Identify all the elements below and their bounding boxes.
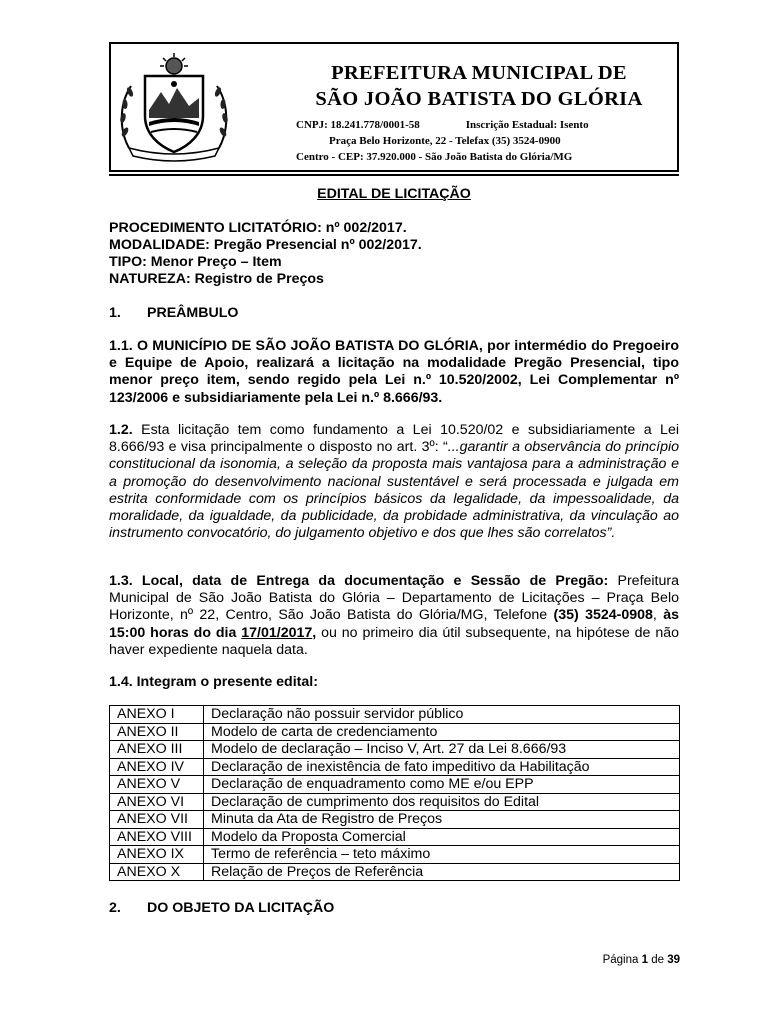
municipal-coat-of-arms-icon [115, 52, 233, 164]
annex-id: ANEXO V [110, 776, 204, 794]
annex-id: ANEXO VII [110, 811, 204, 829]
section-1-heading [109, 305, 679, 322]
procedimento-line: PROCEDIMENTO LICITATÓRIO: nº 002/2017. [109, 220, 407, 236]
total-pages: 39 [667, 954, 680, 966]
annex-description: Minuta da Ata de Registro de Preços [204, 811, 680, 829]
annex-description: Modelo de carta de credenciamento [204, 723, 680, 741]
annex-id: ANEXO IV [110, 758, 204, 776]
annex-description: Declaração de inexistência de fato impeditivo da Habilitação [204, 758, 680, 776]
cnpj: CNPJ: 18.241.778/0001-58 [296, 119, 420, 131]
document-heading: EDITAL DE LICITAÇÃO [317, 186, 471, 202]
paragraph-1-3-time: às 15:00 horas do dia [109, 607, 679, 641]
paragraph-1-2-text: Esta licitação tem como fundamento a Lei 10.520/02 e subsidiariamente a Lei 8.666/93 e visa principalmente o disposto no art. 3º: “ [109, 422, 679, 456]
natureza-line: NATUREZA: Registro de Preços [109, 271, 324, 287]
letterhead-cep: Centro - CEP: 37.920.000 - São João Batista do Glória/MG [296, 151, 573, 163]
paragraph-1-1: 1.1. O MUNICÍPIO DE SÃO JOÃO BATISTA DO GLÓRIA, por intermédio do Pregoeiro e Equipe de Apoio, realizará a licitação na modalidade Pregão Presencial, tipo menor preço item, sendo regido pela Lei n.º 10.520/2002, Lei Complementar nº 123/2006 e subsidiariamente pela Lei n.º 8.666/93. [109, 338, 679, 406]
annex-id: ANEXO VI [110, 793, 204, 811]
page-of: de [651, 954, 664, 966]
paragraph-1-3-comma: , [312, 624, 317, 641]
annex-description: Modelo de declaração – Inciso V, Art. 27 da Lei 8.666/93 [204, 741, 680, 759]
annex-description: Declaração não possuir servidor público [204, 706, 680, 724]
table-row [110, 706, 680, 724]
table-row [110, 811, 680, 829]
paragraph-1-3-text3: ou no primeiro dia útil subsequente, na hipótese de não haver expediente naquela data. [109, 624, 679, 658]
table-row [110, 846, 680, 864]
annex-description: Modelo da Proposta Comercial [204, 828, 680, 846]
section-1-title: PREÂMBULO [147, 305, 239, 321]
annex-description: Declaração de cumprimento dos requisitos do Edital [204, 793, 680, 811]
table-row [110, 723, 680, 741]
table-row [110, 828, 680, 846]
page-label: Página [602, 954, 639, 966]
section-1-number: 1. [109, 305, 121, 321]
paragraph-1-4: 1.4. Integram o presente edital: [109, 674, 318, 690]
paragraph-1-3-text1: Prefeitura Municipal de São João Batista do Glória – Departamento de Licitações – Praça Belo Horizonte, nº 22, Centro, São João Batista do Glória/MG, Telefone [109, 573, 679, 624]
paragraph-1-3-heading: 1.3. Local, data de Entrega da documentação e Sessão de Pregão: [109, 573, 609, 589]
annex-description: Relação de Preços de Referência [204, 863, 680, 881]
section-2-title: DO OBJETO DA LICITAÇÃO [147, 900, 335, 916]
letterhead-title-line1: PREFEITURA MUNICIPAL DE [331, 62, 627, 84]
paragraph-1-3 [109, 573, 679, 659]
annex-description: Declaração de enquadramento como ME e/ou EPP [204, 776, 680, 794]
paragraph-1-3-phone: (35) 3524-0908 [553, 607, 653, 624]
table-row [110, 863, 680, 881]
letterhead [109, 42, 679, 172]
table-row [110, 793, 680, 811]
paragraph-1-2-number: 1.2. [109, 422, 133, 438]
letterhead-title-line2: SÃO JOÃO BATISTA DO GLÓRIA [315, 88, 643, 110]
letterhead-address: Praça Belo Horizonte, 22 - Telefax (35) 3524-0900 [329, 135, 561, 147]
annex-table [109, 705, 680, 881]
annex-id: ANEXO II [110, 723, 204, 741]
annex-id: ANEXO VIII [110, 828, 204, 846]
paragraph-1-2 [109, 422, 679, 542]
annex-id: ANEXO X [110, 863, 204, 881]
annex-id: ANEXO I [110, 706, 204, 724]
annex-id: ANEXO III [110, 741, 204, 759]
letterhead-registration [296, 119, 589, 131]
modalidade-line: MODALIDADE: Pregão Presencial nº 002/2017. [109, 237, 422, 253]
table-row [110, 776, 680, 794]
section-2-heading [109, 900, 679, 917]
table-row [110, 758, 680, 776]
current-page: 1 [641, 954, 648, 966]
paragraph-1-3-text2: , [652, 607, 664, 624]
annex-id: ANEXO IX [110, 846, 204, 864]
paragraph-1-2-quote: ...garantir a observância do princípio constitucional da isonomia, a seleção da proposta mais vantajosa para a administração e a promoção do desenvolvimento nacional sustentável e será processada e julgada em estrita conformidade com os princípios básicos da legalidade, da impessoalidade, da moralidade, da igualdade, da publicidade, da probidade administrativa, da vinculação ao instrumento convocatório, do julgamento objetivo e dos que lhes são correlatos [109, 439, 679, 542]
letterhead-rule [109, 174, 679, 176]
section-2-number: 2. [109, 900, 121, 916]
page-number [560, 954, 680, 966]
paragraph-1-2-end: ”. [606, 525, 616, 542]
tipo-line: TIPO: Menor Preço – Item [109, 254, 282, 270]
table-row [110, 741, 680, 759]
annex-description: Termo de referência – teto máximo [204, 846, 680, 864]
state-registration: Inscrição Estadual: Isento [465, 119, 589, 131]
paragraph-1-3-date: 17/01/2017 [241, 624, 313, 641]
